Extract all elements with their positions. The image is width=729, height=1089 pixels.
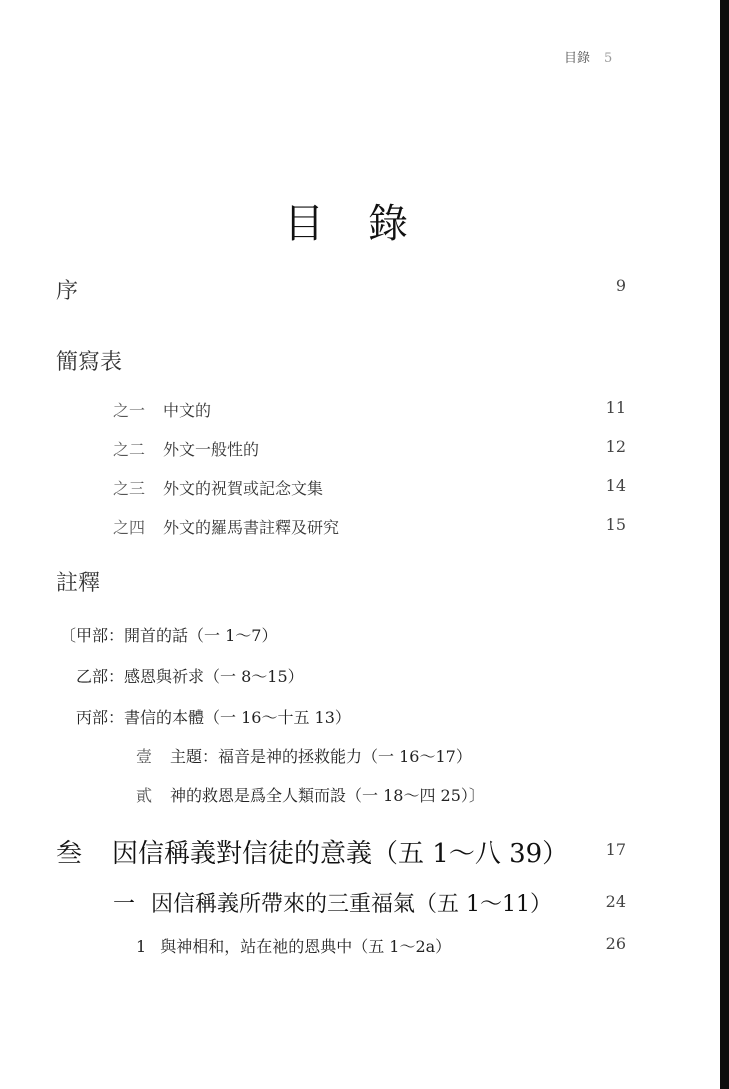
toc-abbrev-heading: 簡寫表 <box>56 350 123 375</box>
toc-preface-label: 序 <box>56 279 79 304</box>
toc-abbrev-item-2 <box>113 437 259 460</box>
toc-abbrev-label: 外文的羅馬書註釋及研究 <box>163 518 340 537</box>
toc-preface-page: 9 <box>615 276 626 295</box>
toc-notes-sub-2 <box>136 783 485 806</box>
toc-notes-part-2: 乙部：感恩與祈求（一 8～15） <box>76 667 304 686</box>
toc-section-3-page: 17 <box>605 840 626 859</box>
toc-abbrev-page: 12 <box>605 437 626 456</box>
page-edge-shadow <box>720 0 729 1089</box>
toc-abbrev-page: 15 <box>605 515 626 534</box>
toc-abbrev-label: 中文的 <box>163 401 212 420</box>
toc-section-3-1-1 <box>136 934 451 957</box>
toc-section-label: 與神相和，站在祂的恩典中（五 1～2a） <box>160 937 452 956</box>
toc-abbrev-item-3 <box>113 476 323 499</box>
toc-abbrev-item-1 <box>113 398 211 421</box>
toc-section-num: 一 <box>113 892 136 917</box>
toc-section-label: 因信稱義所帶來的三重福氣（五 1～11） <box>151 892 553 917</box>
toc-abbrev-label: 外文的祝賀或記念文集 <box>163 479 324 498</box>
toc-abbrev-page: 14 <box>605 476 626 495</box>
running-head-text: 目錄 <box>564 51 591 66</box>
running-head-page: 5 <box>604 51 613 66</box>
toc-section-num: 1 <box>136 937 147 956</box>
toc-abbrev-page: 11 <box>605 398 626 417</box>
toc-notes-sub-label: 神的救恩是爲全人類而設（一 18～四 25）〕 <box>170 786 485 805</box>
toc-abbrev-num: 之三 <box>113 479 146 498</box>
page-title: 目錄 <box>284 201 452 247</box>
toc-notes-heading: 註釋 <box>56 571 101 596</box>
toc-section-label: 因信稱義對信徒的意義（五 1～八 39） <box>112 839 569 869</box>
toc-notes-sub-num: 壹 <box>136 747 153 766</box>
toc-section-3 <box>56 833 568 870</box>
toc-abbrev-label: 外文一般性的 <box>163 440 260 459</box>
toc-abbrev-num: 之二 <box>113 440 146 459</box>
toc-notes-part-1: 〔甲部：開首的話（一 1～7） <box>60 626 278 645</box>
toc-section-3-1 <box>113 887 552 918</box>
running-head <box>564 47 612 66</box>
toc-notes-sub-1 <box>136 744 472 767</box>
toc-abbrev-item-4 <box>113 515 339 538</box>
toc-notes-part-3: 丙部：書信的本體（一 16～十五 13） <box>76 708 351 727</box>
toc-abbrev-num: 之一 <box>113 401 146 420</box>
toc-notes-sub-label: 主題：福音是神的拯救能力（一 16～17） <box>170 747 472 766</box>
toc-section-3-1-1-page: 26 <box>605 934 626 953</box>
toc-section-num: 叁 <box>56 839 83 869</box>
toc-notes-sub-num: 貳 <box>136 786 153 805</box>
toc-section-3-1-page: 24 <box>605 892 626 911</box>
toc-abbrev-num: 之四 <box>113 518 146 537</box>
